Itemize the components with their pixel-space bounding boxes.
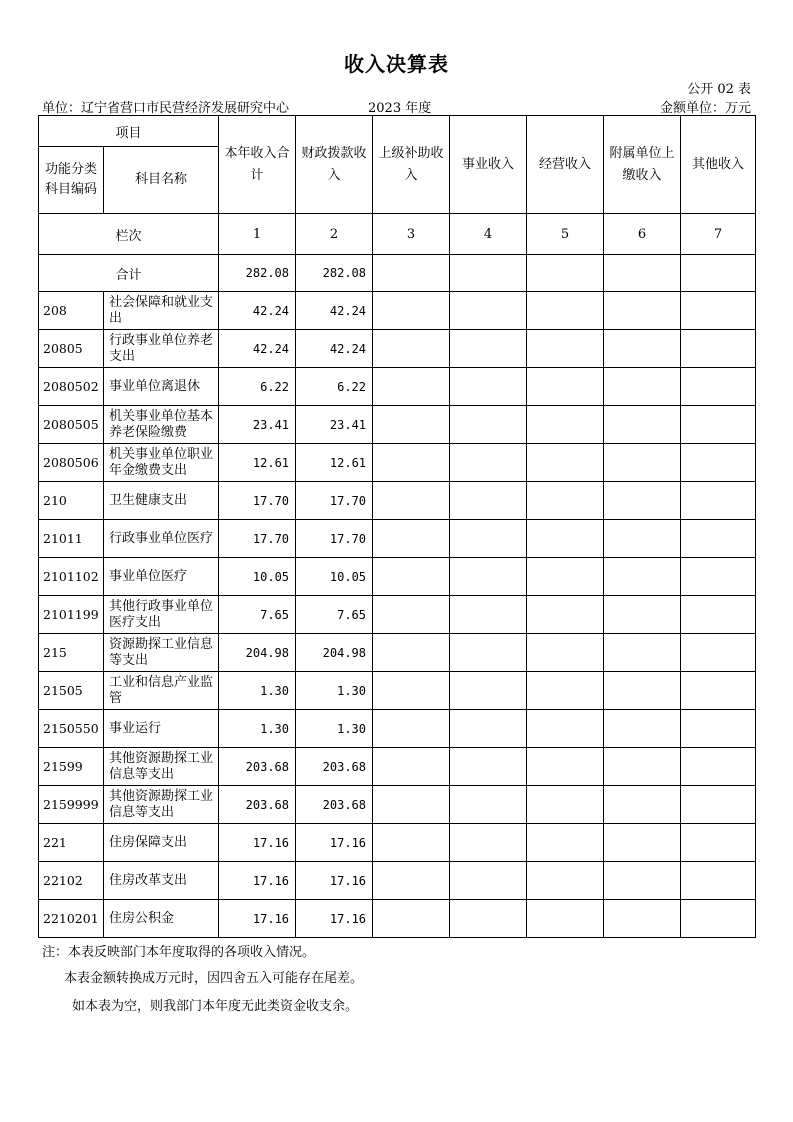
row-empty-cell xyxy=(527,444,604,482)
row-empty-cell xyxy=(527,710,604,748)
row-empty-cell xyxy=(373,710,450,748)
row-code: 21505 xyxy=(39,672,104,710)
row-col1: 17.70 xyxy=(219,482,296,520)
row-empty-cell xyxy=(681,330,756,368)
row-empty-cell xyxy=(450,330,527,368)
row-empty-cell xyxy=(604,406,681,444)
row-empty-cell xyxy=(681,292,756,330)
table-row xyxy=(39,368,756,406)
row-col1: 203.68 xyxy=(219,748,296,786)
lanci-number: 1 xyxy=(219,214,296,255)
lanci-number: 6 xyxy=(604,214,681,255)
row-empty-cell xyxy=(373,558,450,596)
row-code: 2150550 xyxy=(39,710,104,748)
row-col1: 204.98 xyxy=(219,634,296,672)
table-row xyxy=(39,406,756,444)
row-empty-cell xyxy=(373,748,450,786)
row-name: 社会保障和就业支出 xyxy=(104,292,219,330)
row-empty-cell xyxy=(604,862,681,900)
lanci-number: 7 xyxy=(681,214,756,255)
row-empty-cell xyxy=(527,406,604,444)
total-empty-cell xyxy=(604,255,681,292)
row-empty-cell xyxy=(373,292,450,330)
row-empty-cell xyxy=(681,748,756,786)
row-name: 工业和信息产业监管 xyxy=(104,672,219,710)
row-col2: 12.61 xyxy=(296,444,373,482)
year-label: 2023 年度 xyxy=(368,101,432,116)
row-empty-cell xyxy=(450,824,527,862)
row-empty-cell xyxy=(373,406,450,444)
row-empty-cell xyxy=(604,558,681,596)
row-empty-cell xyxy=(373,330,450,368)
row-empty-cell xyxy=(681,862,756,900)
row-col2: 204.98 xyxy=(296,634,373,672)
row-code: 21011 xyxy=(39,520,104,558)
row-empty-cell xyxy=(604,368,681,406)
row-code: 2101199 xyxy=(39,596,104,634)
row-col1: 203.68 xyxy=(219,786,296,824)
header-col-total: 本年收入合计 xyxy=(219,116,296,214)
row-col1: 7.65 xyxy=(219,596,296,634)
row-name: 其他资源勘探工业信息等支出 xyxy=(104,748,219,786)
row-empty-cell xyxy=(527,368,604,406)
row-name: 住房改革支出 xyxy=(104,862,219,900)
header-col-business: 事业收入 xyxy=(450,116,527,214)
row-name: 行政事业单位医疗 xyxy=(104,520,219,558)
total-col1: 282.08 xyxy=(219,255,296,292)
row-empty-cell xyxy=(450,862,527,900)
row-code: 210 xyxy=(39,482,104,520)
header-func-code: 功能分类科目编码 xyxy=(39,147,104,214)
page-title: 收入决算表 xyxy=(344,52,449,76)
row-empty-cell xyxy=(527,292,604,330)
row-empty-cell xyxy=(681,786,756,824)
row-name: 其他行政事业单位医疗支出 xyxy=(104,596,219,634)
header-col-fiscal: 财政拨款收入 xyxy=(296,116,373,214)
row-code: 2080502 xyxy=(39,368,104,406)
row-empty-cell xyxy=(527,482,604,520)
row-empty-cell xyxy=(527,596,604,634)
table-row xyxy=(39,710,756,748)
row-empty-cell xyxy=(450,482,527,520)
row-empty-cell xyxy=(681,368,756,406)
total-empty-cell xyxy=(681,255,756,292)
row-col1: 10.05 xyxy=(219,558,296,596)
header-col-other: 其他收入 xyxy=(681,116,756,214)
row-empty-cell xyxy=(681,520,756,558)
row-col1: 1.30 xyxy=(219,672,296,710)
row-code: 2080505 xyxy=(39,406,104,444)
row-empty-cell xyxy=(604,900,681,938)
row-col1: 12.61 xyxy=(219,444,296,482)
row-empty-cell xyxy=(681,444,756,482)
row-name: 资源勘探工业信息等支出 xyxy=(104,634,219,672)
table-row xyxy=(39,292,756,330)
table-row xyxy=(39,596,756,634)
row-col1: 17.16 xyxy=(219,862,296,900)
row-empty-cell xyxy=(373,900,450,938)
table-row xyxy=(39,330,756,368)
row-empty-cell xyxy=(527,634,604,672)
row-empty-cell xyxy=(604,520,681,558)
money-unit-label: 金额单位：万元 xyxy=(659,101,751,116)
table-row xyxy=(39,672,756,710)
row-empty-cell xyxy=(450,444,527,482)
header-col-affiliated: 附属单位上缴收入 xyxy=(604,116,681,214)
row-empty-cell xyxy=(681,672,756,710)
total-label: 合计 xyxy=(39,255,219,292)
row-col2: 17.16 xyxy=(296,862,373,900)
row-empty-cell xyxy=(373,368,450,406)
row-empty-cell xyxy=(681,558,756,596)
row-empty-cell xyxy=(681,406,756,444)
row-col2: 1.30 xyxy=(296,710,373,748)
row-empty-cell xyxy=(604,596,681,634)
row-code: 20805 xyxy=(39,330,104,368)
table-row xyxy=(39,824,756,862)
lanci-number: 5 xyxy=(527,214,604,255)
row-empty-cell xyxy=(604,482,681,520)
row-name: 住房公积金 xyxy=(104,900,219,938)
row-col2: 10.05 xyxy=(296,558,373,596)
unit-label: 单位：辽宁省营口市民营经济发展研究中心 xyxy=(42,101,290,116)
income-final-accounts-table xyxy=(38,115,756,938)
row-empty-cell xyxy=(604,634,681,672)
header-col-operating: 经营收入 xyxy=(527,116,604,214)
table-row xyxy=(39,862,756,900)
row-empty-cell xyxy=(373,634,450,672)
total-empty-cell xyxy=(527,255,604,292)
notes xyxy=(42,940,363,1020)
row-empty-cell xyxy=(373,862,450,900)
row-name: 机关事业单位基本养老保险缴费 xyxy=(104,406,219,444)
row-col2: 17.16 xyxy=(296,900,373,938)
row-empty-cell xyxy=(450,558,527,596)
row-empty-cell xyxy=(373,824,450,862)
row-empty-cell xyxy=(681,596,756,634)
row-empty-cell xyxy=(527,748,604,786)
total-empty-cell xyxy=(373,255,450,292)
table-row xyxy=(39,520,756,558)
row-col1: 17.16 xyxy=(219,824,296,862)
row-empty-cell xyxy=(681,482,756,520)
lanci-number: 4 xyxy=(450,214,527,255)
row-code: 21599 xyxy=(39,748,104,786)
note-2: 本表金额转换成万元时，因四舍五入可能存在尾差。 xyxy=(64,971,364,986)
table-code: 公开 02 表 xyxy=(687,82,751,97)
row-empty-cell xyxy=(681,634,756,672)
row-name: 事业单位离退休 xyxy=(104,368,219,406)
row-empty-cell xyxy=(604,672,681,710)
note-3: 如本表为空，则我部门本年度无此类资金收支余。 xyxy=(72,999,359,1014)
row-code: 2080506 xyxy=(39,444,104,482)
row-empty-cell xyxy=(527,558,604,596)
table-row xyxy=(39,786,756,824)
row-name: 事业单位医疗 xyxy=(104,558,219,596)
row-empty-cell xyxy=(527,786,604,824)
row-empty-cell xyxy=(527,672,604,710)
row-empty-cell xyxy=(604,748,681,786)
row-empty-cell xyxy=(450,596,527,634)
row-name: 其他资源勘探工业信息等支出 xyxy=(104,786,219,824)
table-row xyxy=(39,900,756,938)
row-empty-cell xyxy=(604,824,681,862)
row-col2: 203.68 xyxy=(296,748,373,786)
lanci-number: 2 xyxy=(296,214,373,255)
row-empty-cell xyxy=(373,596,450,634)
row-empty-cell xyxy=(450,900,527,938)
lanci-number: 3 xyxy=(373,214,450,255)
row-name: 机关事业单位职业年金缴费支出 xyxy=(104,444,219,482)
row-empty-cell xyxy=(450,634,527,672)
row-col2: 203.68 xyxy=(296,786,373,824)
row-name: 行政事业单位养老支出 xyxy=(104,330,219,368)
total-col2: 282.08 xyxy=(296,255,373,292)
row-empty-cell xyxy=(604,710,681,748)
row-empty-cell xyxy=(604,330,681,368)
row-col1: 1.30 xyxy=(219,710,296,748)
header-subject-name: 科目名称 xyxy=(104,147,219,214)
row-code: 22102 xyxy=(39,862,104,900)
row-empty-cell xyxy=(373,482,450,520)
row-col1: 23.41 xyxy=(219,406,296,444)
table-row xyxy=(39,748,756,786)
row-code: 215 xyxy=(39,634,104,672)
row-empty-cell xyxy=(373,672,450,710)
row-col2: 6.22 xyxy=(296,368,373,406)
row-empty-cell xyxy=(450,710,527,748)
total-empty-cell xyxy=(450,255,527,292)
row-empty-cell xyxy=(450,672,527,710)
row-empty-cell xyxy=(604,292,681,330)
row-empty-cell xyxy=(527,330,604,368)
table-row xyxy=(39,634,756,672)
row-empty-cell xyxy=(527,862,604,900)
row-col2: 42.24 xyxy=(296,292,373,330)
row-empty-cell xyxy=(604,786,681,824)
table-row xyxy=(39,482,756,520)
row-col1: 42.24 xyxy=(219,330,296,368)
row-empty-cell xyxy=(450,292,527,330)
table-row xyxy=(39,444,756,482)
row-code: 221 xyxy=(39,824,104,862)
header-item: 项目 xyxy=(39,116,219,147)
note-1: 注：本表反映部门本年度取得的各项收入情况。 xyxy=(42,945,316,960)
row-code: 208 xyxy=(39,292,104,330)
row-name: 卫生健康支出 xyxy=(104,482,219,520)
row-col2: 23.41 xyxy=(296,406,373,444)
row-empty-cell xyxy=(450,748,527,786)
row-empty-cell xyxy=(450,786,527,824)
row-empty-cell xyxy=(681,710,756,748)
row-empty-cell xyxy=(373,520,450,558)
row-col2: 17.16 xyxy=(296,824,373,862)
row-empty-cell xyxy=(450,406,527,444)
row-col1: 17.16 xyxy=(219,900,296,938)
row-col2: 17.70 xyxy=(296,482,373,520)
table-row xyxy=(39,558,756,596)
row-empty-cell xyxy=(527,824,604,862)
lanci-row xyxy=(39,214,756,255)
row-empty-cell xyxy=(373,444,450,482)
row-empty-cell xyxy=(604,444,681,482)
lanci-label: 栏次 xyxy=(39,214,219,255)
row-name: 事业运行 xyxy=(104,710,219,748)
row-empty-cell xyxy=(681,824,756,862)
row-col2: 17.70 xyxy=(296,520,373,558)
total-row xyxy=(39,255,756,292)
row-col2: 42.24 xyxy=(296,330,373,368)
row-empty-cell xyxy=(450,368,527,406)
row-empty-cell xyxy=(527,900,604,938)
row-code: 2210201 xyxy=(39,900,104,938)
row-empty-cell xyxy=(450,520,527,558)
row-code: 2159999 xyxy=(39,786,104,824)
row-name: 住房保障支出 xyxy=(104,824,219,862)
row-col1: 6.22 xyxy=(219,368,296,406)
row-empty-cell xyxy=(373,786,450,824)
row-code: 2101102 xyxy=(39,558,104,596)
row-col2: 7.65 xyxy=(296,596,373,634)
row-empty-cell xyxy=(527,520,604,558)
row-empty-cell xyxy=(681,900,756,938)
row-col2: 1.30 xyxy=(296,672,373,710)
row-col1: 17.70 xyxy=(219,520,296,558)
row-col1: 42.24 xyxy=(219,292,296,330)
header-col-superior-subsidy: 上级补助收入 xyxy=(373,116,450,214)
